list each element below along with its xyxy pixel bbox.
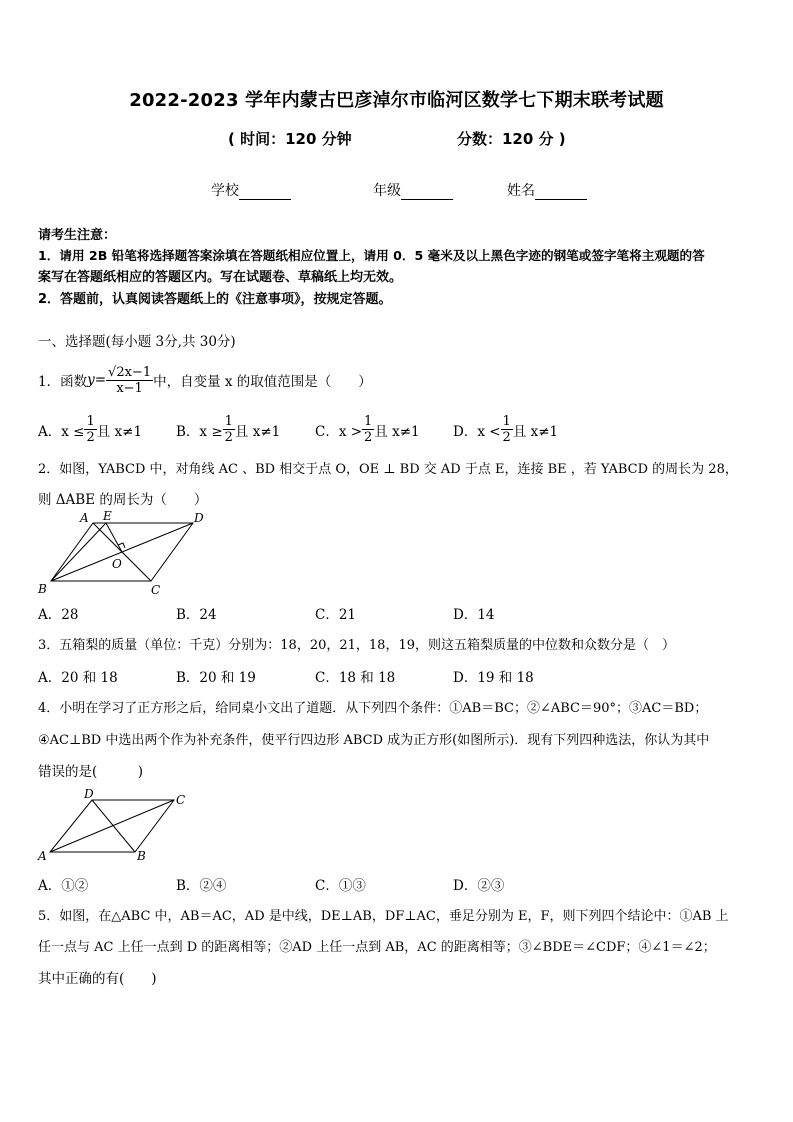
q1-b-label: B．x ≥ [176, 423, 223, 440]
q1-suffix: 中，自变量 x 的取值范围是（ ） [153, 374, 372, 390]
q4-option-d: D．②③ [453, 878, 505, 894]
exam-score: 分数：120 分 ) [457, 130, 566, 148]
q1-c-num: 1 [364, 414, 373, 429]
q5-line-3: 其中正确的有( ) [38, 971, 157, 987]
q2-option-a: A．28 [38, 607, 79, 623]
q3-option-c: C．18 和 18 [315, 670, 396, 686]
q1-a-label: A．x ≤ [38, 423, 85, 440]
q4-option-c: C．①③ [315, 878, 366, 894]
grade-blank [401, 185, 453, 200]
q3-option-a: A．20 和 18 [38, 670, 118, 686]
q2-label-d: D [194, 511, 204, 525]
q1-option-b [176, 414, 280, 445]
q2-option-c: C．21 [315, 607, 357, 623]
q5-line-2: 任一点与 AC 上任一点到 D 的距离相等；②AD 上任一点到 AB，AC 的距离相等；③∠BDE＝∠CDF；④∠1＝∠2； [38, 940, 716, 955]
q1-d-den: 2 [502, 430, 511, 445]
name-label: 姓名 [507, 183, 535, 199]
q4-line-3: 错误的是( ) [38, 764, 144, 780]
q2-segment-be [51, 523, 106, 581]
section-heading: 一、选择题(每小题 3分,共 30分) [38, 334, 236, 350]
q1-d-fraction [501, 414, 513, 445]
q3-option-b: B．20 和 19 [176, 670, 256, 686]
q2-label-o: O [112, 557, 122, 571]
q4-line-2: ④AC⊥BD 中选出两个作为补充条件，使平行四边形 ABCD 成为正方形(如图所示)．现有下列四种选法，你认为其中 [38, 733, 710, 748]
q1-b-fraction [223, 414, 235, 445]
q1-fraction [106, 365, 153, 396]
notice-line-2: 案写在答题纸相应的答题区内。写在试题卷、草稿纸上均无效。 [38, 270, 403, 285]
q4-label-c: C [176, 793, 186, 807]
q1-c-den: 2 [364, 430, 373, 445]
q1-b-num: 1 [224, 414, 233, 429]
q1-c-tail: 且 x≠1 [374, 423, 420, 440]
notice-heading: 请考生注意： [38, 228, 117, 243]
q4-diagonal-ac [50, 800, 174, 852]
q2-option-d: D．14 [453, 607, 495, 623]
q4-parallelogram-figure [36, 788, 196, 864]
grade-field [373, 180, 453, 200]
q1-option-a [38, 414, 142, 445]
q1-numerator: √2x−1 [108, 364, 152, 380]
q1-denominator: x−1 [116, 380, 143, 396]
q4-label-d: D [84, 788, 94, 801]
school-blank [239, 185, 291, 200]
exam-time: ( 时间：120 分钟 [228, 130, 352, 148]
q4-diagonal-bd [92, 800, 135, 852]
q4-line-1: 4．小明在学习了正方形之后，给同桌小文出了道题．从下列四个条件：①AB＝BC；②∠ABC＝90°；③AC＝BD； [38, 701, 708, 716]
notice-line-3: 2．答题前，认真阅读答题纸上的《注意事项》，按规定答题。 [38, 292, 392, 307]
q1-option-d [453, 414, 558, 445]
q4-option-a: A．①② [38, 878, 89, 894]
notice-line-1: 1．请用 2B 铅笔将选择题答案涂填在答题纸相应位置上，请用 0．5 毫米及以上黑色字迹的钢笔或签字笔将主观题的答 [38, 248, 705, 263]
q1-d-num: 1 [502, 414, 511, 429]
q2-label-e: E [103, 509, 112, 523]
q2-label-b: B [38, 582, 47, 596]
q4-label-b: B [137, 849, 146, 863]
q1-a-num: 1 [86, 414, 95, 429]
q4-label-a: A [38, 849, 47, 863]
q1-option-c [315, 414, 420, 445]
q2-label-a: A [80, 511, 89, 525]
exam-title: 2022-2023 学年内蒙古巴彦淖尔市临河区数学七下期末联考试题 [129, 90, 664, 111]
q1-var-y: y [87, 372, 95, 388]
q1-a-tail: 且 x≠1 [96, 423, 143, 440]
question-1 [38, 362, 372, 398]
school-field [211, 180, 291, 200]
q2-option-b: B．24 [176, 607, 217, 623]
q2-segment-oe [106, 523, 122, 552]
q1-prefix: 1．函数 [38, 374, 88, 390]
q3-text: 3．五箱梨的质量（单位：千克）分别为：18，20，21，18，19，则这五箱梨质量的中位数和众数分是（ ） [38, 638, 675, 653]
q1-b-tail: 且 x≠1 [234, 423, 281, 440]
q2-line-1: 2．如图，YABCD 中，对角线 AC 、BD 相交于点 O，OE ⊥ BD 交 AD 于点 E，连接 BE ，若 YABCD 的周长为 28， [38, 462, 738, 477]
q5-line-1: 5．如图，在△ABC 中，AB＝AC，AD 是中线，DE⊥AB，DF⊥AC，垂足分别为 E，F，则下列四个结论中：①AB 上 [38, 909, 729, 924]
q2-label-c: C [151, 583, 161, 597]
q1-a-den: 2 [86, 430, 95, 445]
q4-option-b: B．②④ [176, 878, 227, 894]
q1-eq: = [94, 372, 107, 388]
grade-label: 年级 [373, 183, 401, 199]
q1-d-tail: 且 x≠1 [512, 423, 559, 440]
q1-a-fraction [84, 414, 96, 445]
q3-option-d: D．19 和 18 [453, 670, 534, 686]
name-blank [535, 185, 587, 200]
q1-c-fraction [362, 414, 374, 445]
q2-line-2: 则 ΔABE 的周长为（ ） [38, 492, 208, 508]
q1-c-label: C．x > [315, 423, 363, 440]
q2-parallelogram-figure [36, 508, 216, 600]
school-label: 学校 [211, 183, 239, 199]
q1-b-den: 2 [224, 430, 233, 445]
q1-d-label: D．x < [453, 423, 501, 440]
name-field [507, 180, 587, 200]
